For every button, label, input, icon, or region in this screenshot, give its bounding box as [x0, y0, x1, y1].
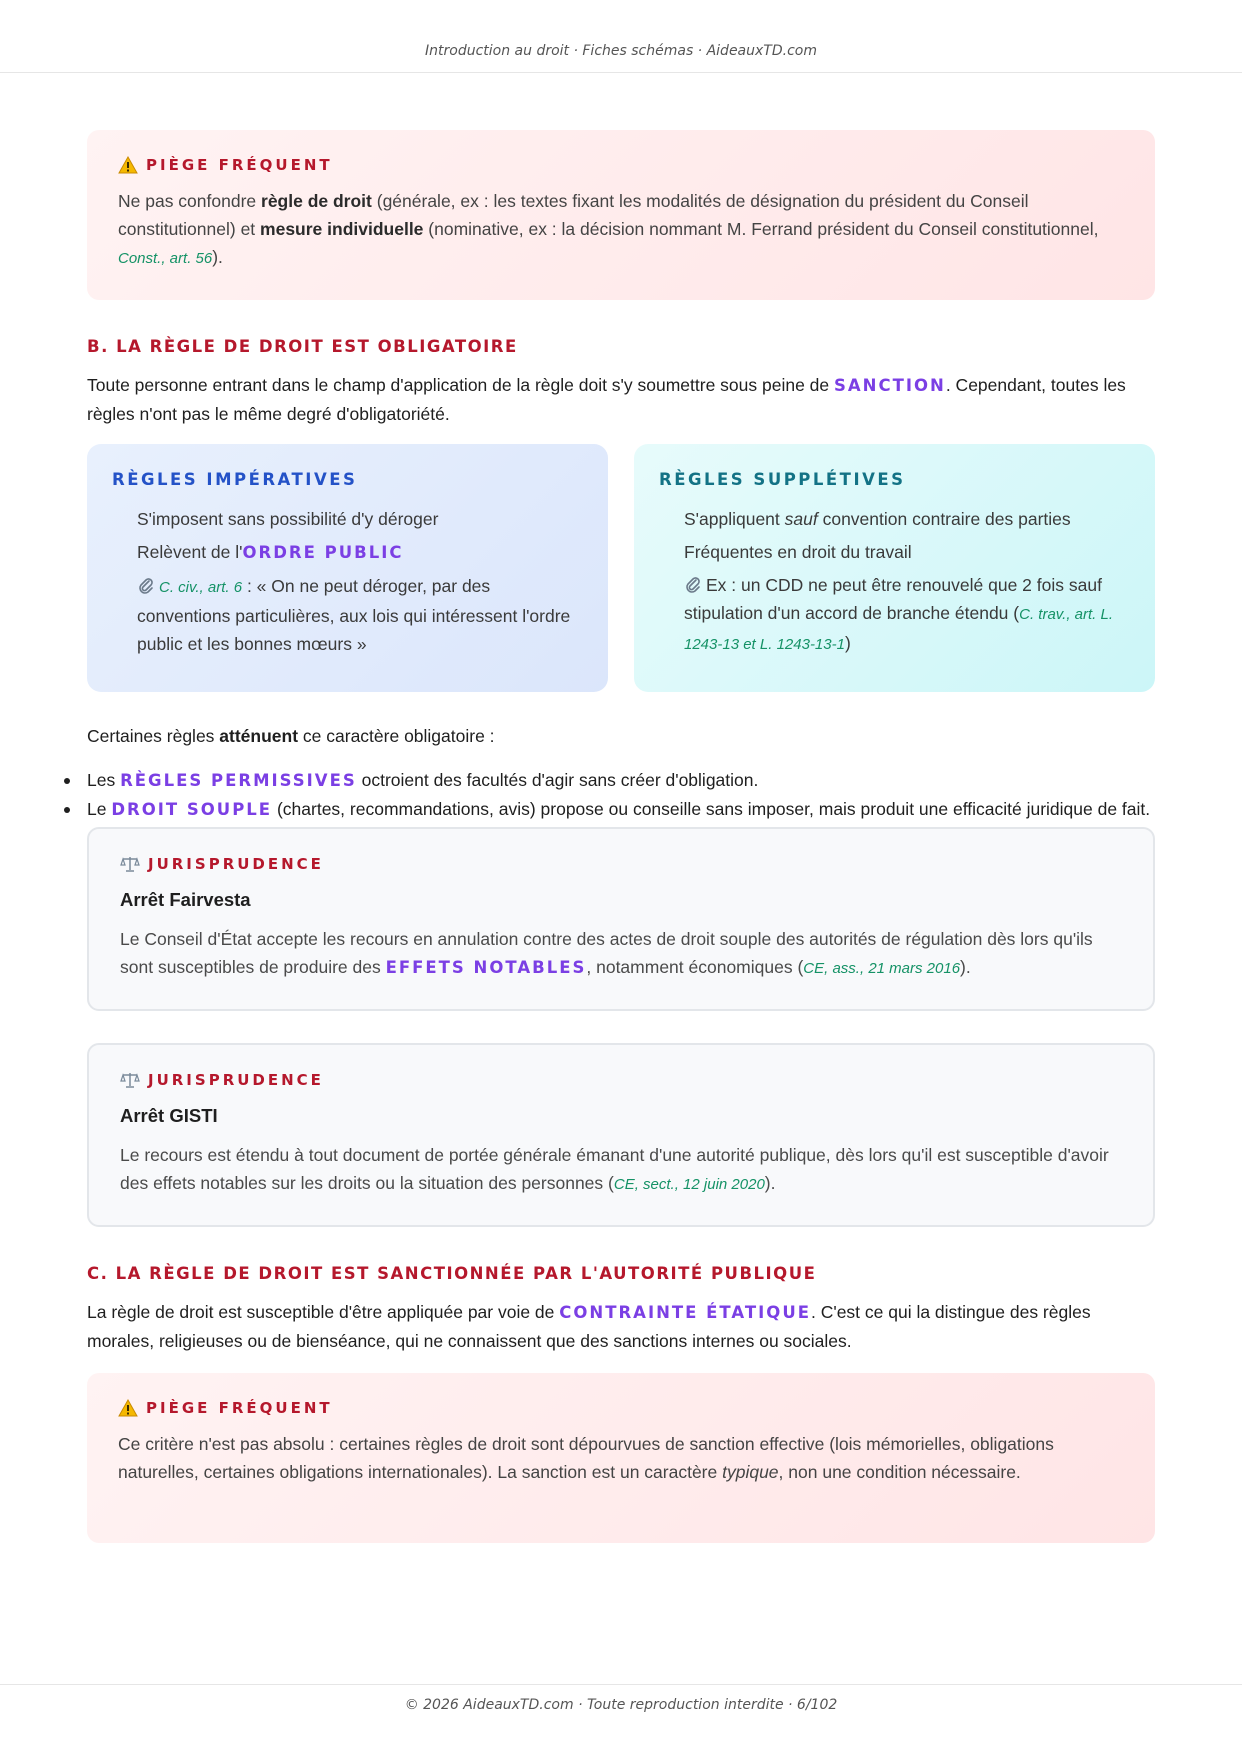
jurisprudence-card [87, 1043, 1155, 1227]
section-heading: C. LA RÈGLE DE DROIT EST SANCTIONNÉE PAR L'AUTORITÉ PUBLIQUE [87, 1264, 817, 1283]
card-title: RÈGLES IMPÉRATIVES [112, 470, 358, 489]
section-intro: Toute personne entrant dans le champ d'application de la règle doit s'y soumettre sous peine de SANCTION. Cependant, toutes les règles n'ont pas le même degré d'obligatoriété. [87, 375, 1126, 424]
warning-icon [118, 156, 138, 174]
citation: CE, sect., 12 juin 2020 [613, 1176, 765, 1193]
trap-callout [87, 1373, 1155, 1543]
citation: Const., art. 56 [118, 250, 213, 267]
keyword: RÈGLES PERMISSIVES [120, 771, 357, 790]
case-title: Arrêt GISTI [120, 1105, 218, 1126]
imperative-rules-card [87, 444, 608, 692]
jurisprudence-label: JURISPRUDENCE [120, 855, 1124, 873]
citation: CE, ass., 21 mars 2016 [803, 960, 961, 977]
list-item: Les RÈGLES PERMISSIVES octroient des facultés d'agir sans créer d'obligation. [87, 766, 1155, 795]
rules-comparison [87, 444, 1155, 692]
citation: C. civ., art. 6 [159, 579, 243, 596]
card-item: Ex : un CDD ne peut être renouvelé que 2 fois sauf stipulation d'un accord de branche étendu (C. trav., art. L. 1243-13 et L. 1243-13-1) [684, 575, 1114, 653]
footer-text: © 2026 AideauxTD.com · Toute reproduction interdite · 6/102 [404, 1697, 838, 1713]
card-title: RÈGLES SUPPLÉTIVES [659, 470, 906, 489]
jurisprudence-label: JURISPRUDENCE [120, 1071, 1124, 1089]
paperclip-icon [137, 577, 155, 595]
case-text: Le recours est étendu à tout document de portée générale émanant d'une autorité publique, dès lors qu'il est susceptible d'avoir des effets notables sur les droits ou la situation des personnes (CE, sect., 12 juin 2020). [120, 1145, 1109, 1193]
scales-icon [120, 855, 140, 873]
trap-text: Ce critère n'est pas absolu : certaines règles de droit sont dépourvues de sanction effective (lois mémorielles, obligations naturelles, certaines obligations internationales). La sanction est un caractère typique, non une condition nécessaire. [118, 1434, 1054, 1482]
card-item: Relèvent de l'ORDRE PUBLIC [137, 542, 404, 562]
keyword: ORDRE PUBLIC [242, 543, 404, 562]
card-item: S'appliquent sauf convention contraire des parties [684, 509, 1071, 529]
paperclip-icon [684, 576, 702, 594]
scales-icon [120, 1071, 140, 1089]
trap-label: PIÈGE FRÉQUENT [118, 156, 1125, 174]
jurisprudence-card [87, 827, 1155, 1011]
suppletive-rules-card [634, 444, 1155, 692]
header-text: Introduction au droit · Fiches schémas · AideauxTD.com [425, 43, 817, 59]
keyword: CONTRAINTE ÉTATIQUE [559, 1303, 811, 1322]
case-title: Arrêt Fairvesta [120, 889, 251, 910]
trap-text: Ne pas confondre règle de droit (générale, ex : les textes fixant les modalités de désignation du président du Conseil constitutionnel) et mesure individuelle (nominative, ex : la décision nommant M. Ferrand président du Conseil constitutionnel, Const., art. 56). [118, 191, 1099, 267]
list-item: Le DROIT SOUPLE (chartes, recommandations, avis) propose ou conseille sans imposer, mais produit une efficacité juridique de fait. [87, 795, 1155, 824]
attenuate-list [87, 766, 1155, 824]
card-item: Fréquentes en droit du travail [684, 542, 912, 562]
trap-callout [87, 130, 1155, 300]
page-footer [0, 1684, 1242, 1754]
card-item: S'imposent sans possibilité d'y déroger [137, 509, 439, 529]
attenuate-intro: Certaines règles atténuent ce caractère obligatoire : [87, 726, 495, 746]
card-item: C. civ., art. 6 : « On ne peut déroger, par des conventions particulières, aux lois qui intéressent l'ordre public et les bonnes mœurs » [137, 576, 571, 654]
section-heading: B. LA RÈGLE DE DROIT EST OBLIGATOIRE [87, 337, 518, 356]
keyword: EFFETS NOTABLES [385, 958, 587, 977]
citation: C. trav., art. L. 1243-13 et L. 1243-13-1 [684, 606, 1114, 653]
page-header [0, 0, 1242, 73]
trap-label: PIÈGE FRÉQUENT [118, 1399, 1125, 1417]
warning-icon [118, 1399, 138, 1417]
page-content [87, 130, 1155, 1543]
keyword: SANCTION [834, 376, 946, 395]
keyword: DROIT SOUPLE [111, 800, 273, 819]
section-intro: La règle de droit est susceptible d'être appliquée par voie de CONTRAINTE ÉTATIQUE. C'est ce qui la distingue des règles morales, religieuses ou de bienséance, qui ne connaissent que des sanctions internes ou sociales. [87, 1302, 1091, 1351]
case-text: Le Conseil d'État accepte les recours en annulation contre des actes de droit souple des autorités de régulation dès lors qu'ils sont susceptibles de produire des EFFETS NOTABLES, notamment économiques (CE, ass., 21 mars 2016). [120, 929, 1093, 977]
